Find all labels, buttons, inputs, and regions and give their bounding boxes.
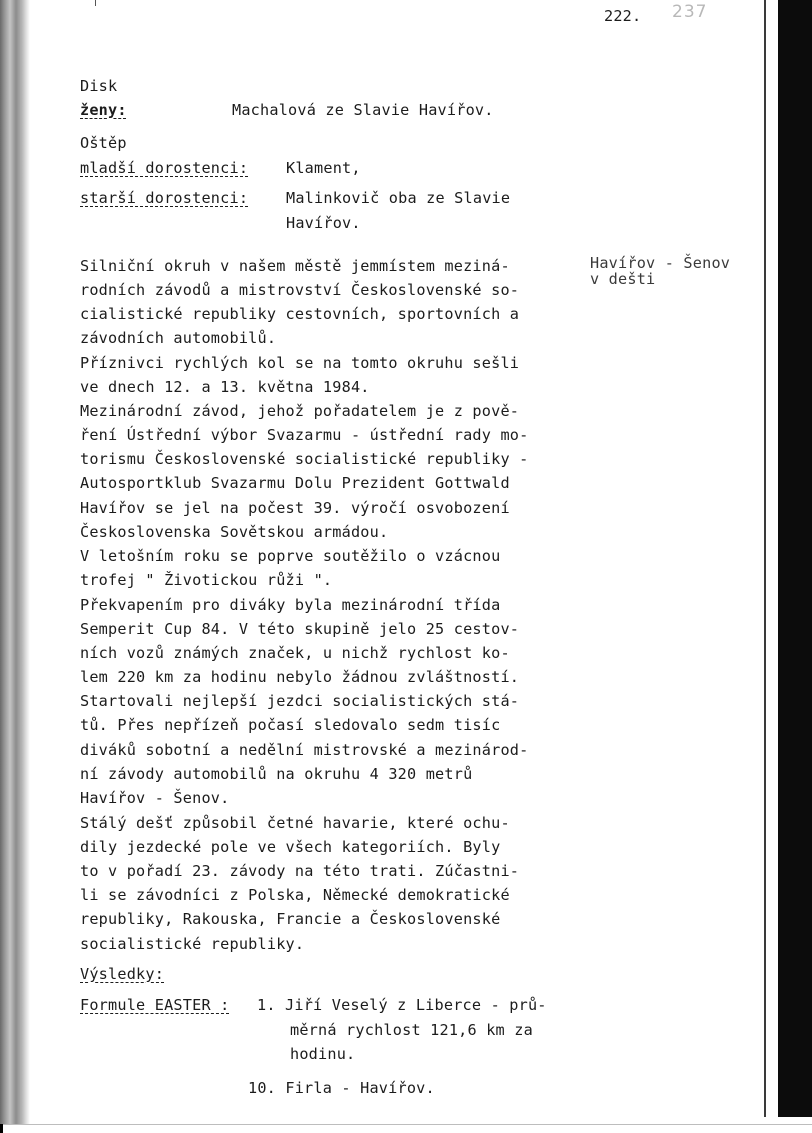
- body-line: dily jezdecké pole ve všech kategoriích. Byly: [80, 838, 501, 856]
- margin-note-line2: v dešti: [590, 270, 656, 288]
- body-line: trofej " Životickou růži ".: [80, 571, 333, 589]
- body-line: Mezinárodní závod, jehož pořadatelem je z pově-: [80, 402, 520, 420]
- scan-bottom-mark: [0, 1124, 3, 1133]
- result-first-place-line1: 1. Jiří Veselý z Liberce - prů-: [257, 996, 547, 1014]
- scan-bottom-rule: [0, 1124, 812, 1125]
- page-number: 222.: [604, 7, 642, 25]
- body-line: republiky, Rakouska, Francie a Československé: [80, 910, 501, 928]
- scan-left-edge: [0, 0, 30, 1125]
- body-line: Stálý dešť způsobil četné havarie, které ochu-: [80, 814, 510, 832]
- mladsi-value: Klament,: [286, 159, 361, 177]
- zeny-label: ženy:: [80, 101, 127, 119]
- results-heading: Výsledky:: [80, 965, 165, 983]
- body-line: Havířov se jel na počest 39. výročí osvobození: [80, 499, 510, 517]
- ostep-label: Oštěp: [80, 134, 127, 152]
- body-line: torismu Československé socialistické republiky -: [80, 450, 529, 468]
- body-line: V letošním roku se poprve soutěžilo o vzácnou: [80, 547, 501, 565]
- body-line: ní závody automobilů na okruhu 4 320 metrů: [80, 765, 473, 783]
- body-line: Semperit Cup 84. V této skupině jelo 25 cestov-: [80, 620, 520, 638]
- body-line: Československa Sovětskou armádou.: [80, 523, 389, 541]
- body-line: Havířov - Šenov.: [80, 789, 230, 807]
- body-line: Startovali nejlepší jezdci socialistických stá-: [80, 692, 520, 710]
- body-line: ření Ústřední výbor Svazarmu - ústřední rady mo-: [80, 426, 529, 444]
- body-line: li se závodníci z Polska, Německé demokratické: [80, 886, 510, 904]
- body-line: Překvapením pro diváky byla mezinárodní třída: [80, 596, 501, 614]
- body-line: rodních závodů a mistrovství Československé so-: [80, 281, 520, 299]
- mladsi-label: mladší dorostenci:: [80, 159, 249, 177]
- scan-right-rule: [764, 0, 766, 1117]
- body-line: lem 220 km za hodinu nebylo žádnou zvláštností.: [80, 668, 520, 686]
- body-line: socialistické republiky.: [80, 935, 305, 953]
- results-category-label: Formule EASTER :: [80, 996, 230, 1014]
- body-line: to v pořadí 23. závody na této trati. Zúčastni-: [80, 862, 520, 880]
- body-line: ve dnech 12. a 13. května 1984.: [80, 378, 370, 396]
- body-line: Silniční okruh v našem městě jemmístem meziná-: [80, 257, 510, 275]
- zeny-value: Machalová ze Slavie Havířov.: [232, 101, 494, 119]
- body-line: ních vozů známých značek, u nichž rychlost ko-: [80, 644, 510, 662]
- body-line: závodních automobilů.: [80, 329, 277, 347]
- scan-top-tick: [95, 0, 96, 6]
- body-line: Autosportklub Svazarmu Dolu Prezident Gottwald: [80, 474, 510, 492]
- starsi-value-1: Malinkovič oba ze Slavie: [286, 189, 511, 207]
- result-first-place-line3: hodinu.: [290, 1045, 356, 1063]
- body-line: tů. Přes nepřízeň počasí sledovalo sedm tisíc: [80, 716, 501, 734]
- body-line: Příznivci rychlých kol se na tomto okruhu sešli: [80, 354, 520, 372]
- body-line: diváků sobotní a nedělní mistrovské a mezinárod-: [80, 741, 529, 759]
- result-tenth-place: 10. Firla - Havířov.: [248, 1079, 435, 1097]
- scan-right-edge: [778, 0, 812, 1117]
- result-first-place-line2: měrná rychlost 121,6 km za: [290, 1021, 533, 1039]
- disk-label: Disk: [80, 77, 118, 95]
- body-line: cialistické republiky cestovních, sportovních a: [80, 305, 520, 323]
- archive-number: 237: [672, 2, 708, 22]
- starsi-label: starší dorostenci:: [80, 189, 249, 207]
- margin-note-line1: Havířov - Šenov: [590, 254, 731, 272]
- starsi-value-2: Havířov.: [286, 214, 361, 232]
